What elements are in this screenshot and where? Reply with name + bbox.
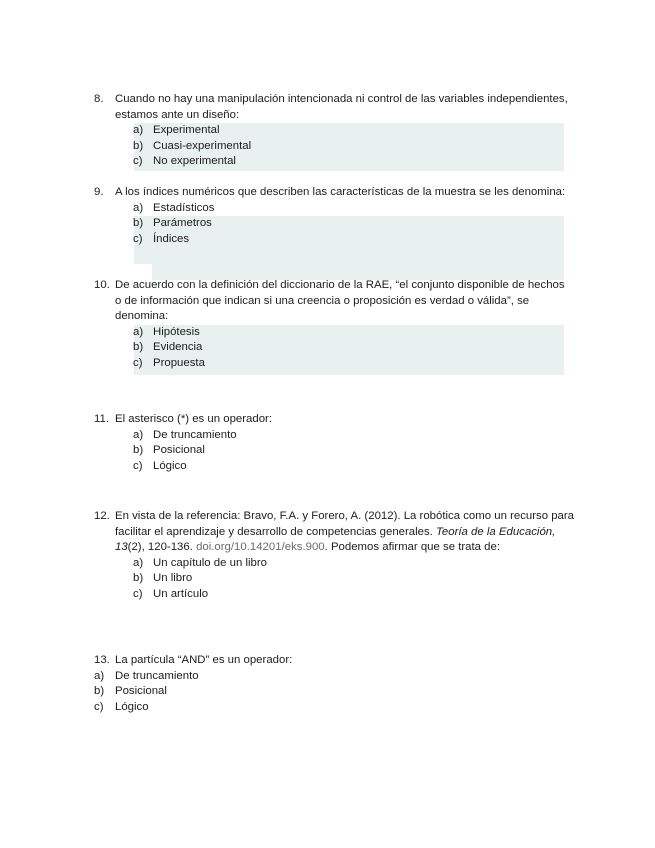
question-text: A los índices numéricos que describen las características de la muestra se les denomina: bbox=[115, 186, 566, 198]
question-text: De acuerdo con la definición del diccionario de la RAE, “el conjunto disponible de hechos o de información que indican si una creencia o proposición es verdad o válida”, se denomina: bbox=[115, 279, 565, 323]
question-text: En vista de la referencia: Bravo, F.A. y Forero, A. (2012). La robótica como un recurso para facilitar el aprendizaje y desarrollo de competencias generales. Teoría de la Educación, 13(2), 120-136. doi.org/10.14201/eks.900. Podemos afirmar que se trata de: bbox=[115, 510, 575, 554]
option-a: a) De truncamiento bbox=[133, 428, 237, 441]
option-b: b) Posicional bbox=[133, 444, 205, 457]
question-number: 9. bbox=[94, 186, 104, 198]
option-c: c) Lógico bbox=[94, 700, 149, 713]
option-a: a) Un capítulo de un libro bbox=[133, 556, 267, 569]
question-9 bbox=[94, 185, 574, 247]
option-b: b) Parámetros bbox=[133, 217, 212, 230]
question-8 bbox=[94, 92, 574, 170]
question-number: 8. bbox=[94, 93, 104, 105]
option-c: c) Índices bbox=[133, 232, 190, 245]
option-c: c) Un artículo bbox=[133, 587, 209, 600]
question-number: 11. bbox=[94, 413, 109, 425]
option-b: b) Un libro bbox=[133, 572, 193, 585]
question-text: Cuando no hay una manipulación intencionada ni control de las variables independientes, estamos ante un diseño: bbox=[115, 93, 568, 121]
option-a: a) Experimental bbox=[133, 124, 220, 137]
option-b: b) Cuasi-experimental bbox=[133, 139, 252, 152]
question-11 bbox=[94, 412, 574, 474]
question-12 bbox=[94, 509, 574, 603]
question-number: 10. bbox=[94, 279, 110, 291]
option-b: b) Evidencia bbox=[133, 341, 203, 354]
question-number: 13. bbox=[94, 654, 110, 666]
option-a: a) Hipótesis bbox=[133, 325, 200, 338]
option-c: c) Propuesta bbox=[133, 356, 205, 369]
option-a: a) De truncamiento bbox=[94, 669, 199, 682]
option-a: a) Estadísticos bbox=[133, 201, 215, 214]
option-c: c) Lógico bbox=[133, 459, 187, 472]
question-text: La partícula “AND” es un operador: bbox=[115, 654, 293, 666]
question-10 bbox=[94, 278, 574, 372]
option-b: b) Posicional bbox=[94, 685, 167, 698]
doi-link[interactable]: doi.org/10.14201/eks.900 bbox=[196, 541, 325, 554]
option-c: c) No experimental bbox=[133, 155, 236, 168]
journal-title: Teoría de la Educación, 13 bbox=[115, 525, 556, 554]
question-number: 12. bbox=[94, 510, 110, 522]
question-text: El asterisco (*) es un operador: bbox=[115, 413, 273, 425]
question-13 bbox=[94, 653, 574, 715]
